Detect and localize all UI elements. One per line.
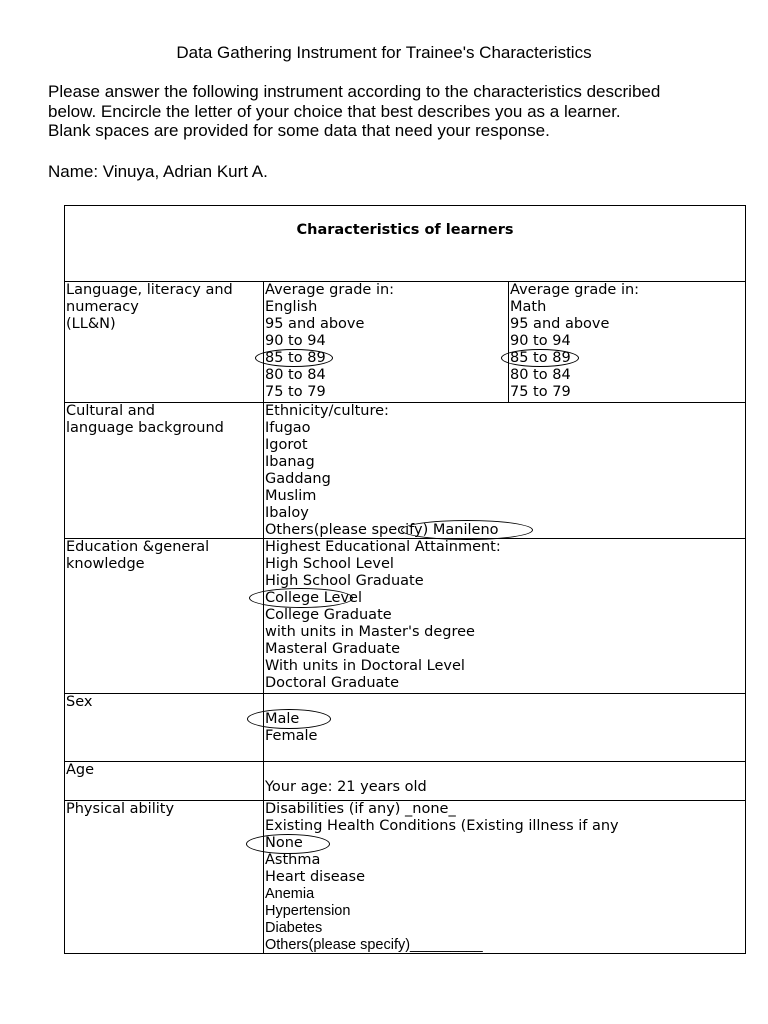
physical-label: Physical ability (66, 801, 175, 817)
list-item: 90 to 94 (510, 333, 571, 349)
list-item: 75 to 79 (510, 384, 571, 400)
row-divider (65, 693, 745, 694)
age-value: Your age: 21 years old (265, 779, 427, 795)
list-item: with units in Master's degree (265, 624, 475, 640)
list-item: Female (265, 728, 318, 744)
list-item: With units in Doctoral Level (265, 658, 465, 674)
list-item: None (265, 835, 303, 851)
list-item: Ifugao (265, 420, 311, 436)
list-item: Average grade in: (510, 282, 640, 298)
list-item: High School Graduate (265, 573, 424, 589)
list-item: Ibanag (265, 454, 315, 470)
physical-options (265, 801, 619, 954)
culture-options (265, 403, 499, 539)
list-item: Male (265, 711, 300, 727)
math-grade-options (510, 282, 639, 401)
list-item: 85 to 89 (510, 350, 571, 366)
list-item: Others(please specify)_________ (265, 937, 483, 953)
list-item: 85 to 89 (265, 350, 326, 366)
education-label: Education &general knowledge (66, 539, 210, 572)
list-item: High School Level (265, 556, 394, 572)
list-item: Asthma (265, 852, 321, 868)
list-item: Anemia (265, 886, 315, 902)
list-item: Ibaloy (265, 505, 309, 521)
list-item: College Level (265, 590, 362, 606)
list-item: Diabetes (265, 920, 323, 936)
list-item: 95 and above (510, 316, 610, 332)
list-item: Muslim (265, 488, 317, 504)
list-item: 80 to 84 (265, 367, 326, 383)
instructions (48, 82, 748, 141)
list-item: Ethnicity/culture: (265, 403, 389, 419)
list-item: Heart disease (265, 869, 366, 885)
table-header: Characteristics of learners (296, 222, 514, 238)
list-item: Math (510, 299, 547, 315)
instruction-line: below. Encircle the letter of your choice that best describes you as a learner. (48, 101, 621, 121)
list-item: 95 and above (265, 316, 365, 332)
sex-label: Sex (66, 694, 93, 710)
english-grade-options (265, 282, 394, 401)
list-item: Doctoral Graduate (265, 675, 400, 691)
list-item: 75 to 79 (265, 384, 326, 400)
llnd-label: Language, literacy and numeracy (LL&N) (66, 282, 233, 332)
column-divider (263, 281, 264, 954)
list-item: 80 to 84 (510, 367, 571, 383)
list-item: Highest Educational Attainment: (265, 539, 501, 555)
document-title: Data Gathering Instrument for Trainee's Characteristics (176, 43, 592, 62)
list-item: College Graduate (265, 607, 392, 623)
instruction-line: Please answer the following instrument according to the characteristics described (48, 82, 661, 101)
characteristics-table (64, 205, 746, 954)
list-item: 90 to 94 (265, 333, 326, 349)
list-item: Disabilities (if any) _none_ (265, 801, 456, 817)
column-divider (508, 281, 509, 402)
culture-label: Cultural and language background (66, 403, 224, 436)
list-item: Average grade in: (265, 282, 395, 298)
list-item: Igorot (265, 437, 308, 453)
list-item: Hypertension (265, 903, 351, 919)
list-item: Masteral Graduate (265, 641, 401, 657)
trainee-name: Name: Vinuya, Adrian Kurt A. (48, 162, 268, 181)
list-item: Gaddang (265, 471, 331, 487)
row-divider (65, 761, 745, 762)
age-label: Age (66, 762, 95, 778)
sex-options (265, 711, 317, 745)
list-item: English (265, 299, 318, 315)
list-item: Existing Health Conditions (Existing illness if any (265, 818, 619, 834)
instruction-line: Blank spaces are provided for some data that need your response. (48, 121, 550, 140)
list-item: Others(please specify) Manileno (265, 522, 499, 538)
education-options (265, 539, 501, 692)
